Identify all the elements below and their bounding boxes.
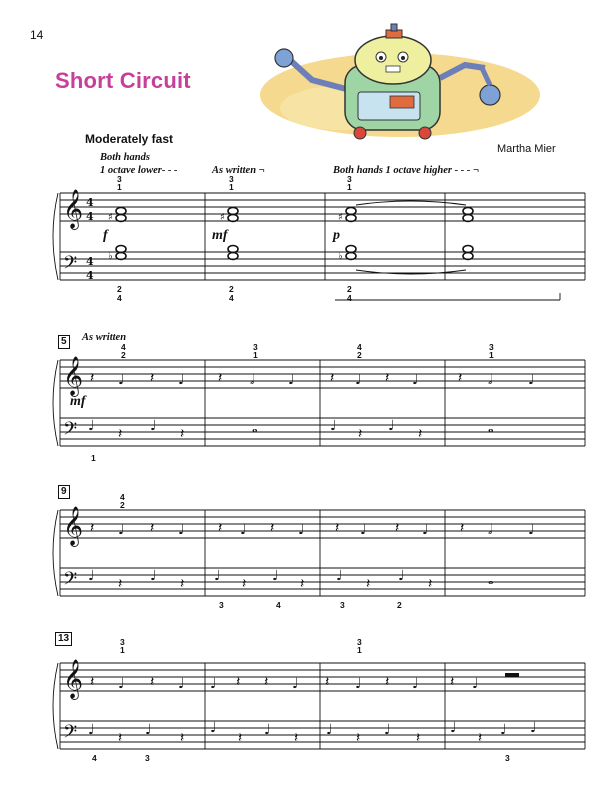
fingering: 2 [117,284,122,294]
system-3 [53,510,585,596]
svg-text:♩: ♩ [530,720,537,736]
measure-number-13: 13 [55,632,72,646]
fingering: 3 [120,637,125,647]
svg-text:𝄽: 𝄽 [150,370,155,386]
svg-text:𝄽: 𝄽 [238,730,243,746]
svg-text:♩: ♩ [412,372,419,388]
svg-text:𝄽: 𝄽 [90,674,95,690]
svg-text:♯: ♯ [220,212,225,223]
svg-text:4: 4 [86,210,94,223]
svg-text:♩: ♩ [450,720,457,736]
svg-text:𝄽: 𝄽 [325,674,330,690]
svg-text:𝄽: 𝄽 [180,426,185,442]
svg-text:𝄽: 𝄽 [264,674,269,690]
fingering: 3 [219,600,224,610]
fingering: 3 [145,753,150,763]
fingering: 3 [340,600,345,610]
svg-text:4: 4 [86,196,94,209]
svg-text:♩: ♩ [355,372,362,388]
fingering: 4 [117,293,122,303]
svg-text:♩: ♩ [88,722,95,738]
fingering: 4 [276,600,281,610]
dynamic-mezzo-forte-2: mf [70,394,86,409]
svg-text:𝄽: 𝄽 [458,370,463,386]
svg-text:𝄢: 𝄢 [63,419,78,444]
measure-number-5: 5 [58,335,70,349]
fingering: 4 [357,342,362,352]
fingering: 1 [347,182,352,192]
svg-text:𝅝: 𝅝 [252,420,258,436]
composer-name: Martha Mier [497,143,556,155]
svg-text:𝄢: 𝄢 [63,722,78,747]
svg-text:𝄽: 𝄽 [450,674,455,690]
svg-text:𝅗𝅥: 𝅗𝅥 [488,522,493,538]
svg-text:♩: ♩ [326,722,333,738]
svg-text:𝄽: 𝄽 [118,426,123,442]
svg-text:𝄽: 𝄽 [180,730,185,746]
svg-text:♩: ♩ [412,676,419,692]
fingering: 2 [121,350,126,360]
fingering: 3 [253,342,258,352]
svg-text:♩: ♩ [355,676,362,692]
svg-text:♩: ♩ [272,568,279,584]
svg-text:𝄞: 𝄞 [63,659,84,699]
svg-text:𝄽: 𝄽 [242,576,247,592]
svg-text:♩: ♩ [214,568,221,584]
svg-text:♩: ♩ [210,720,217,736]
svg-text:♩: ♩ [500,722,507,738]
svg-text:♩: ♩ [210,676,217,692]
svg-text:♩: ♩ [178,372,185,388]
svg-text:♩: ♩ [145,722,152,738]
svg-text:𝄽: 𝄽 [385,674,390,690]
direction-octave-higher: Both hands 1 octave higher - - - ¬ [333,165,480,176]
fingering: 4 [92,753,97,763]
measure-number-9: 9 [58,485,70,499]
fingering: 1 [120,645,125,655]
dynamic-mezzo-forte: mf [212,228,228,243]
direction-both-hands: Both hands [100,152,150,163]
fingering: 3 [117,174,122,184]
fingering: 2 [357,350,362,360]
fingering: 1 [91,453,96,463]
svg-text:♩: ♩ [528,522,535,538]
tempo-marking: Moderately fast [85,132,174,146]
dynamic-piano: p [333,228,340,243]
svg-text:𝄽: 𝄽 [428,576,433,592]
fingering: 1 [357,645,362,655]
svg-text:𝄽: 𝄽 [335,520,340,536]
svg-text:𝄽: 𝄽 [270,520,275,536]
svg-text:♯: ♯ [108,212,113,223]
svg-text:♭: ♭ [338,251,343,262]
svg-text:♩: ♩ [422,522,429,538]
svg-text:𝄽: 𝄽 [416,730,421,746]
system-1 [53,193,585,280]
direction-octave-lower: 1 octave lower- - - [100,165,178,176]
fingering: 4 [121,342,126,352]
svg-text:♩: ♩ [118,372,125,388]
svg-text:4: 4 [86,255,94,268]
svg-text:𝄽: 𝄽 [150,520,155,536]
fingering: 2 [120,500,125,510]
svg-text:♩: ♩ [472,676,479,692]
page-number: 14 [30,28,44,42]
svg-text:𝄽: 𝄽 [356,730,361,746]
dynamic-forte: f [103,228,108,243]
svg-text:♩: ♩ [298,522,305,538]
direction-as-written: As written ¬ [212,165,266,176]
svg-text:♩: ♩ [88,418,95,434]
svg-text:♩: ♩ [360,522,367,538]
svg-text:♩: ♩ [88,568,95,584]
fingering: 4 [347,293,352,303]
svg-text:𝄽: 𝄽 [418,426,423,442]
svg-text:𝄽: 𝄽 [118,730,123,746]
svg-text:𝄽: 𝄽 [330,370,335,386]
svg-text:♩: ♩ [118,676,125,692]
svg-text:𝄽: 𝄽 [180,576,185,592]
svg-text:𝄽: 𝄽 [395,520,400,536]
bass-clef-icon: 𝄢 [63,253,78,278]
svg-text:♩: ♩ [150,418,157,434]
svg-text:♩: ♩ [398,568,405,584]
svg-text:𝄽: 𝄽 [236,674,241,690]
svg-text:𝄢: 𝄢 [63,569,78,594]
svg-text:♩: ♩ [264,722,271,738]
fingering: 4 [229,293,234,303]
fingering: 3 [505,753,510,763]
svg-text:♩: ♩ [240,522,247,538]
svg-text:𝄽: 𝄽 [90,520,95,536]
svg-text:𝄞: 𝄞 [63,506,84,546]
svg-text:♩: ♩ [528,372,535,388]
svg-text:♩: ♩ [178,676,185,692]
svg-text:𝄞: 𝄞 [63,356,84,396]
fingering: 3 [489,342,494,352]
fingering: 3 [229,174,234,184]
fingering: 2 [229,284,234,294]
svg-text:♩: ♩ [388,418,395,434]
svg-text:𝅗𝅥: 𝅗𝅥 [488,372,493,388]
svg-text:𝄽: 𝄽 [218,370,223,386]
fingering: 1 [229,182,234,192]
fingering: 4 [120,492,125,502]
svg-text:♯: ♯ [338,212,343,223]
fingering: 3 [347,174,352,184]
svg-text:♭: ♭ [108,251,113,262]
svg-text:♩: ♩ [336,568,343,584]
svg-text:𝅗𝅥: 𝅗𝅥 [250,372,255,388]
svg-text:♩: ♩ [288,372,295,388]
svg-text:♩: ♩ [330,418,337,434]
svg-text:♩: ♩ [384,722,391,738]
direction-as-written-2: As written [82,332,127,343]
svg-text:𝄽: 𝄽 [385,370,390,386]
svg-text:𝄽: 𝄽 [358,426,363,442]
svg-text:𝄽: 𝄽 [478,730,483,746]
svg-text:4: 4 [86,269,94,282]
svg-text:𝅝: 𝅝 [488,572,494,588]
svg-text:♩: ♩ [150,568,157,584]
svg-text:♩: ♩ [292,676,299,692]
svg-text:♩: ♩ [178,522,185,538]
fingering: 1 [489,350,494,360]
svg-text:𝄽: 𝄽 [294,730,299,746]
svg-text:𝅝: 𝅝 [488,420,494,436]
svg-text:𝄽: 𝄽 [460,520,465,536]
treble-clef-icon: 𝄞 [63,189,84,229]
svg-text:𝄽: 𝄽 [366,576,371,592]
svg-text:𝄽: 𝄽 [218,520,223,536]
fingering: 2 [347,284,352,294]
fingering: 1 [117,182,122,192]
svg-text:𝄽: 𝄽 [90,370,95,386]
fingering: 2 [397,600,402,610]
svg-text:♩: ♩ [118,522,125,538]
piece-title: Short Circuit [55,68,191,93]
svg-text:𝄽: 𝄽 [150,674,155,690]
svg-text:𝄽: 𝄽 [118,576,123,592]
svg-text:𝄽: 𝄽 [300,576,305,592]
fingering: 1 [253,350,258,360]
system-2 [53,360,585,446]
fingering: 3 [357,637,362,647]
